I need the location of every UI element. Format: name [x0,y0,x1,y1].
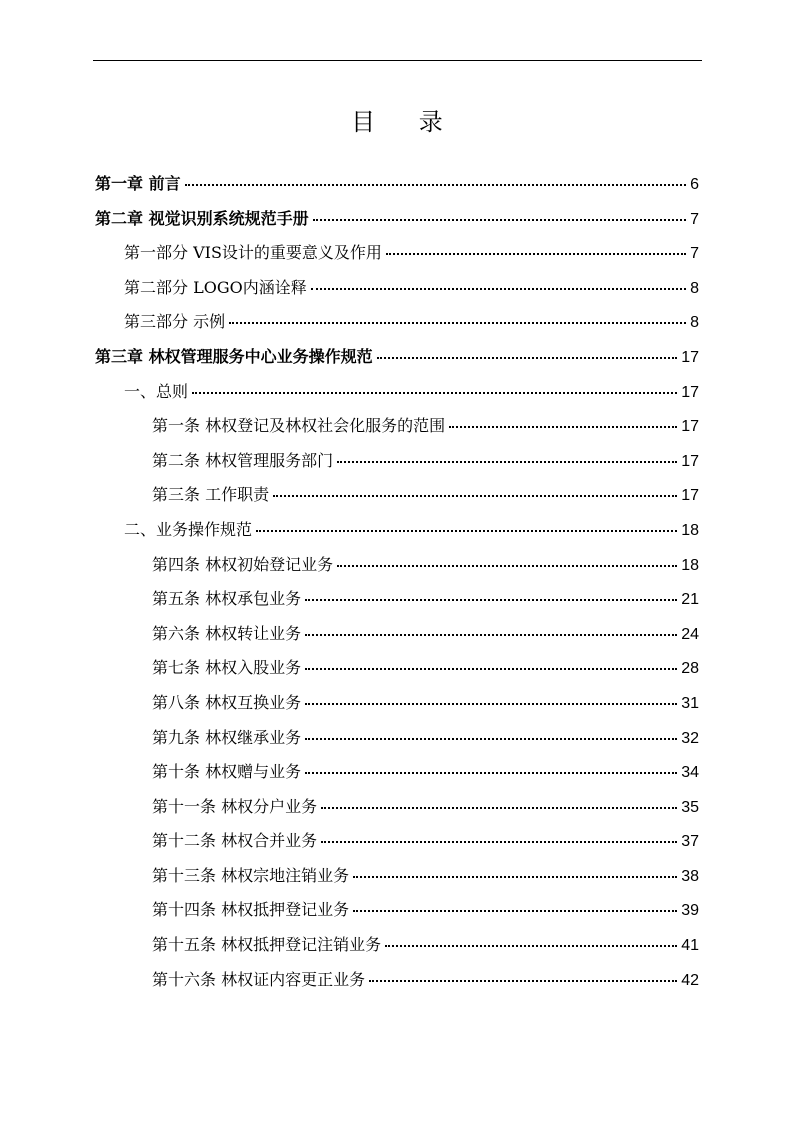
toc-entry[interactable] [93,755,699,790]
toc-entry-label: 第十一条 林权分户业务 [152,796,318,816]
toc-entry-page: 18 [681,556,699,574]
toc-entry-label: 第十二条 林权合并业务 [152,831,318,851]
toc-entry-page: 32 [681,729,699,747]
toc-dot-leader [385,925,677,947]
toc-dot-leader [337,441,677,463]
toc-dot-leader [305,614,677,636]
toc-dot-leader [449,406,677,428]
toc-entry[interactable] [93,790,699,825]
toc-entry-page: 7 [690,245,699,263]
toc-entry[interactable] [93,651,699,686]
toc-entry-label: 第七条 林权入股业务 [152,658,302,678]
toc-entry-label: 第一部分 VIS设计的重要意义及作用 [124,243,382,263]
toc-entry[interactable] [93,617,699,652]
toc-entry-label: 第二章 视觉识别系统规范手册 [95,208,309,228]
toc-dot-leader [311,268,686,290]
toc-dot-leader [273,475,677,497]
toc-dot-leader [337,545,677,567]
toc-dot-leader [305,718,677,740]
toc-entry-label: 第二部分 LOGO内涵诠释 [124,277,307,297]
toc-entry[interactable] [93,271,699,306]
toc-entry-label: 第一条 林权登记及林权社会化服务的范围 [152,416,446,436]
toc-dot-leader [229,302,686,324]
toc-entry[interactable] [93,548,699,583]
toc-entry-page: 34 [681,764,699,782]
toc-entry-label: 第三条 工作职责 [152,485,270,505]
toc-entry-label: 第一章 前言 [95,174,181,193]
toc-entry-page: 42 [681,971,699,989]
toc-entry-page: 38 [681,867,699,885]
toc-entry[interactable] [93,375,699,410]
toc-entry-page: 17 [681,452,699,470]
toc-entry-page: 21 [681,591,699,609]
toc-entry[interactable] [93,409,699,444]
toc-entry-page: 7 [690,210,699,228]
toc-entry[interactable] [93,721,699,756]
toc-dot-leader [305,648,677,670]
toc-entry-label: 一、总则 [124,381,189,401]
toc-entry[interactable] [93,478,699,513]
toc-entry-page: 41 [681,937,699,955]
table-of-contents [93,167,699,997]
toc-entry[interactable] [93,963,699,998]
toc-dot-leader [313,199,687,221]
toc-entry-page: 6 [690,176,699,193]
toc-dot-leader [305,752,677,774]
toc-entry[interactable] [93,513,699,548]
toc-entry[interactable] [93,824,699,859]
toc-entry-label: 第十六条 林权证内容更正业务 [152,969,366,989]
toc-entry[interactable] [93,686,699,721]
toc-entry-label: 第十三条 林权宗地注销业务 [152,865,350,885]
toc-entry[interactable] [93,444,699,479]
toc-entry-label: 第十四条 林权抵押登记业务 [152,900,350,920]
header-rule [93,60,702,61]
toc-entry[interactable] [93,202,699,237]
toc-entry-page: 35 [681,798,699,816]
toc-dot-leader [305,579,677,601]
toc-entry[interactable] [93,236,699,271]
toc-entry-page: 24 [681,625,699,643]
toc-entry[interactable] [93,928,699,963]
toc-entry[interactable] [93,582,699,617]
toc-entry[interactable] [93,167,699,202]
toc-entry-page: 17 [681,383,699,401]
toc-entry-label: 第十条 林权赠与业务 [152,762,302,782]
toc-entry-label: 第八条 林权互换业务 [152,692,302,712]
toc-entry-page: 17 [681,348,699,366]
toc-dot-leader [377,337,678,359]
toc-entry-page: 18 [681,521,699,539]
toc-dot-leader [305,683,677,705]
toc-dot-leader [369,960,677,982]
toc-dot-leader [386,233,686,255]
toc-dot-leader [192,372,677,394]
page-title: 目 录 [351,108,461,136]
toc-entry[interactable] [93,893,699,928]
toc-entry[interactable] [93,859,699,894]
toc-entry-page: 8 [690,279,699,297]
toc-entry-label: 第二条 林权管理服务部门 [152,450,334,470]
toc-entry-label: 第五条 林权承包业务 [152,589,302,609]
toc-entry-label: 第三章 林权管理服务中心业务操作规范 [95,346,373,366]
toc-entry-label: 二、业务操作规范 [124,519,253,539]
toc-entry-label: 第三部分 示例 [124,312,226,332]
toc-dot-leader [353,890,677,912]
toc-dot-leader [353,856,677,878]
toc-entry-page: 31 [681,694,699,712]
toc-entry-page: 39 [681,902,699,920]
toc-dot-leader [256,510,677,532]
toc-entry-page: 28 [681,660,699,678]
toc-dot-leader [321,821,677,843]
toc-dot-leader [185,164,687,186]
toc-entry[interactable] [93,305,699,340]
toc-entry-label: 第四条 林权初始登记业务 [152,554,334,574]
toc-entry-page: 37 [681,833,699,851]
toc-entry-label: 第九条 林权继承业务 [152,727,302,747]
toc-dot-leader [321,787,677,809]
toc-entry[interactable] [93,340,699,375]
toc-entry-page: 8 [690,314,699,332]
toc-entry-label: 第六条 林权转让业务 [152,623,302,643]
toc-entry-page: 17 [681,487,699,505]
toc-entry-label: 第十五条 林权抵押登记注销业务 [152,935,382,955]
toc-entry-page: 17 [681,418,699,436]
